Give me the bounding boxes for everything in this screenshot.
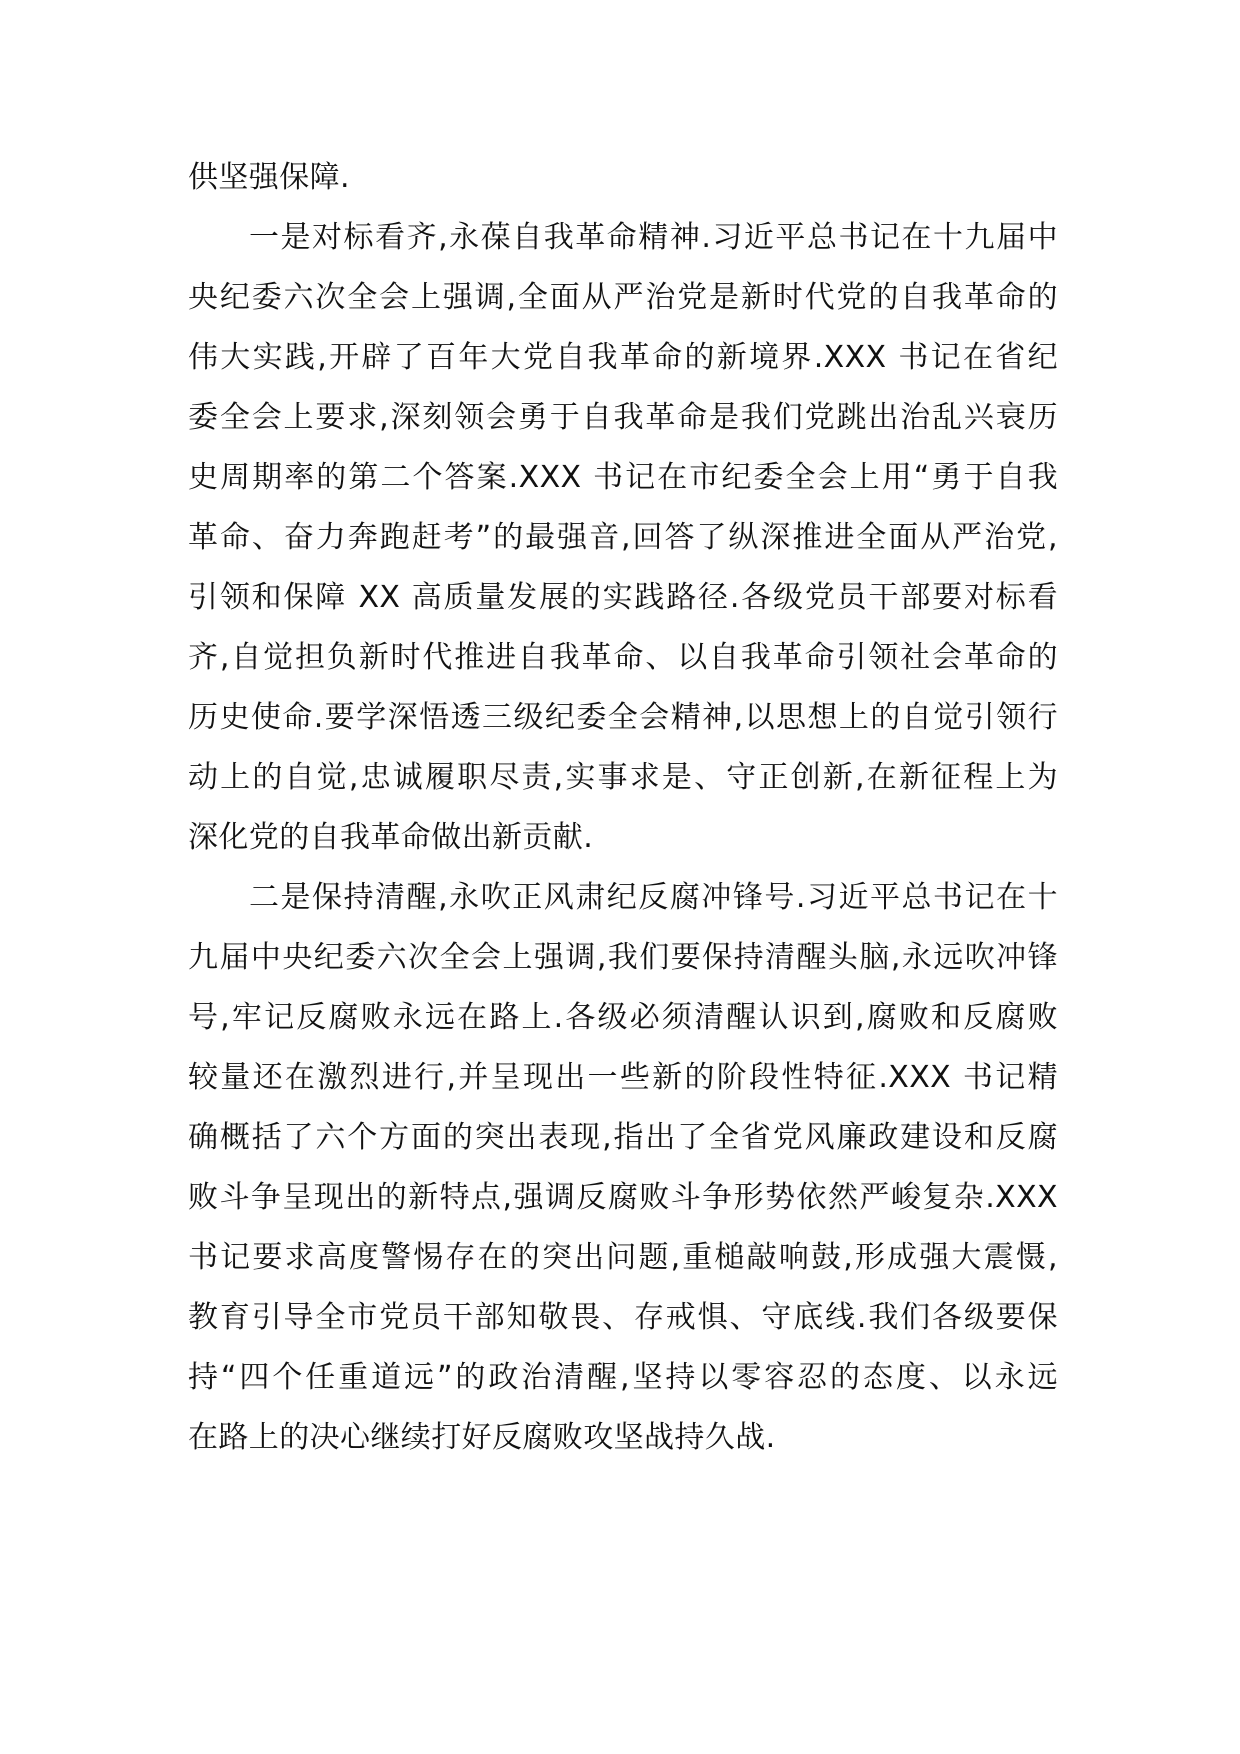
text-line: 供坚强保障. bbox=[188, 160, 350, 195]
text-line: 号,牢记反腐败永远在路上.各级必须清醒认识到,腐败和反腐败 bbox=[188, 1000, 1058, 1035]
text-line: 委全会上要求,深刻领会勇于自我革命是我们党跳出治乱兴衰历 bbox=[188, 400, 1058, 435]
text-line: 在路上的决心继续打好反腐败攻坚战持久战. bbox=[188, 1420, 776, 1455]
text-line: 深化党的自我革命做出新贡献. bbox=[188, 820, 594, 855]
text-line: 伟大实践,开辟了百年大党自我革命的新境界.XXX 书记在省纪 bbox=[188, 340, 1058, 375]
text-line: 引领和保障 XX 高质量发展的实践路径.各级党员干部要对标看 bbox=[188, 580, 1058, 615]
paragraph-first-line: 二是保持清醒,永吹正风肃纪反腐冲锋号.习近平总书记在十 bbox=[249, 880, 1058, 915]
text-line: 败斗争呈现出的新特点,强调反腐败斗争形势依然严峻复杂.XXX bbox=[188, 1180, 1058, 1215]
text-line: 动上的自觉,忠诚履职尽责,实事求是、守正创新,在新征程上为 bbox=[188, 760, 1058, 795]
text-line: 央纪委六次全会上强调,全面从严治党是新时代党的自我革命的 bbox=[188, 280, 1058, 315]
text-line: 较量还在激烈进行,并呈现出一些新的阶段性特征.XXX 书记精 bbox=[188, 1060, 1058, 1095]
paragraph-first-line: 一是对标看齐,永葆自我革命精神.习近平总书记在十九届中 bbox=[249, 220, 1058, 255]
text-line: 齐,自觉担负新时代推进自我革命、以自我革命引领社会革命的 bbox=[188, 640, 1058, 675]
text-line: 书记要求高度警惕存在的突出问题,重槌敲响鼓,形成强大震慑, bbox=[188, 1240, 1058, 1275]
text-line: 革命、奋力奔跑赶考”的最强音,回答了纵深推进全面从严治党, bbox=[188, 520, 1058, 555]
text-line: 史周期率的第二个答案.XXX 书记在市纪委全会上用“勇于自我 bbox=[188, 460, 1058, 495]
text-line: 历史使命.要学深悟透三级纪委全会精神,以思想上的自觉引领行 bbox=[188, 700, 1058, 735]
text-line: 持“四个任重道远”的政治清醒,坚持以零容忍的态度、以永远 bbox=[188, 1360, 1058, 1395]
text-line: 教育引导全市党员干部知敬畏、存戒惧、守底线.我们各级要保 bbox=[188, 1300, 1058, 1335]
text-line: 确概括了六个方面的突出表现,指出了全省党风廉政建设和反腐 bbox=[188, 1120, 1058, 1155]
text-line: 九届中央纪委六次全会上强调,我们要保持清醒头脑,永远吹冲锋 bbox=[188, 940, 1058, 975]
